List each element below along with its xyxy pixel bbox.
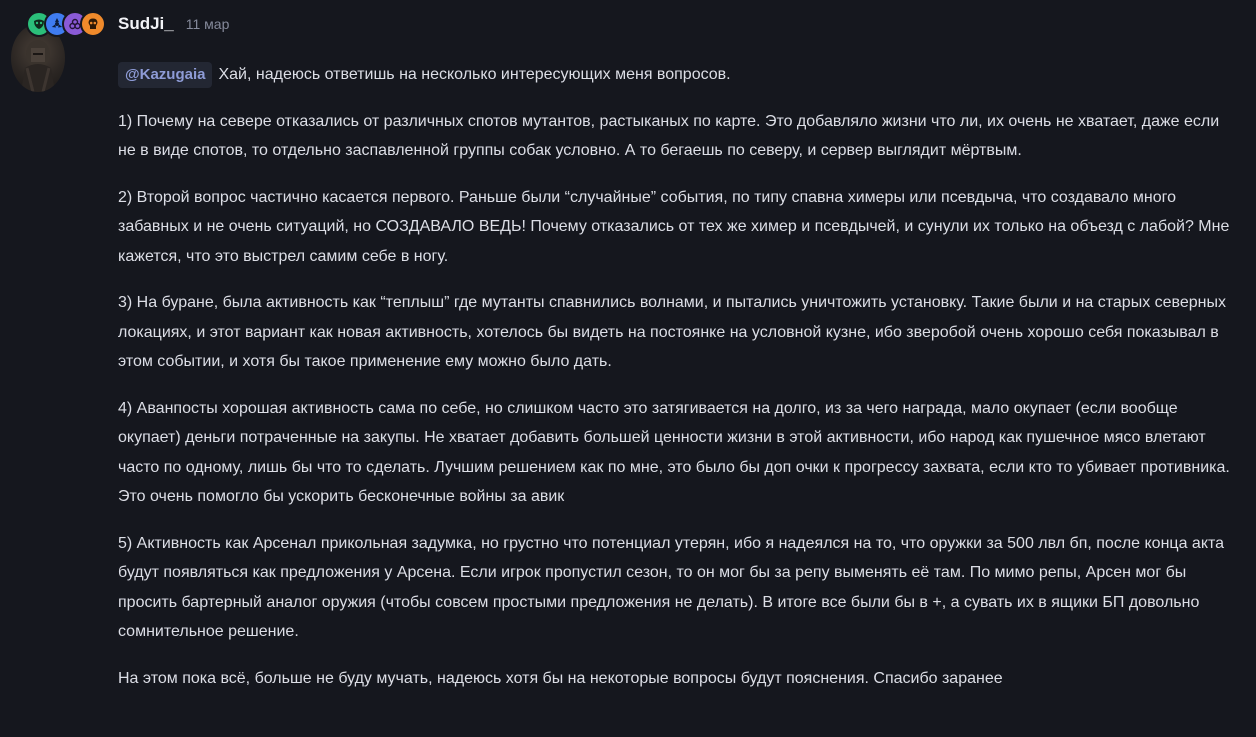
- paragraph-4: 4) Аванпосты хорошая активность сама по себе, но слишком часто это затягивается на долго, из за чего награда, мало окупает (если вообще окупает) деньги потраченные на закупы. Не хватает добавить большей ценности жизни в этой активности, ибо народ как пушечное мясо влетают часто по одному, лишь бы что то сделать. Лучшим решением как по мне, это было бы доп очки к прогрессу захвата, если кто то убивает противника. Это очень помогло бы ускорить бесконечные войны за авик: [118, 399, 1230, 505]
- closing-paragraph: На этом пока всё, больше не буду мучать, надеюсь хотя бы на некоторые вопросы будут пояснения. Спасибо заранее: [118, 669, 1003, 687]
- paragraph-5: 5) Активность как Арсенал прикольная задумка, но грустно что потенциал утерян, ибо я надеялся на то, что оружки за 500 лвл бп, после конца акта будут появляться как предложения у Арсена. Если игрок пропустил сезон, то он мог бы за репу выменять её там. По мимо репы, Арсен мог бы просить бартерный аналог оружия (чтобы совсем простыми предложения не делать). В итоге все были бы в +, а сувать их в ящики БП довольно сомнительное решение.: [118, 534, 1225, 640]
- user-mention[interactable]: @Kazugaia: [118, 62, 212, 88]
- post-header: [118, 14, 229, 38]
- badge-group: [12, 11, 102, 37]
- intro-paragraph: [118, 60, 1238, 90]
- username[interactable]: SudJi_: [118, 14, 174, 33]
- intro-text: Хай, надеюсь ответишь на несколько интересующих меня вопросов.: [218, 66, 731, 83]
- post-body: [118, 60, 1238, 710]
- post-date[interactable]: 11 мар: [185, 16, 230, 32]
- paragraph-2: 2) Второй вопрос частично касается первого. Раньше были “случайные” события, по типу спавна химеры или псевдыча, что создавало много забавных и не очень ситуаций, но СОЗДАВАЛО ВЕДЬ! Почему отказались от тех же химер и псевдычей, и сунули их только на объезд с лабой? Мне кажется, что это выстрел самим себе в ногу.: [118, 188, 1230, 265]
- skull-icon[interactable]: [80, 11, 106, 37]
- paragraph-3: 3) На буране, была активность как “теплыш” где мутанты спавнились волнами, и пытались уничтожить установку. Такие были и на старых северных локациях, и этот вариант как новая активность, хотелось бы видеть на постоянке на условной кузне, ибо зверобой очень хорошо себя показывал в этом событии, и хотя бы такое применение ему можно было дать.: [118, 294, 1226, 370]
- paragraph-1: 1) Почему на севере отказались от различных спотов мутантов, растыканых по карте. Это добавляло жизни что ли, их очень не хватает, даже если не в виде спотов, то отдельно заспавленной группы собак условно. А то бегаешь по северу, и сервер выглядит мёртвым.: [118, 112, 1220, 159]
